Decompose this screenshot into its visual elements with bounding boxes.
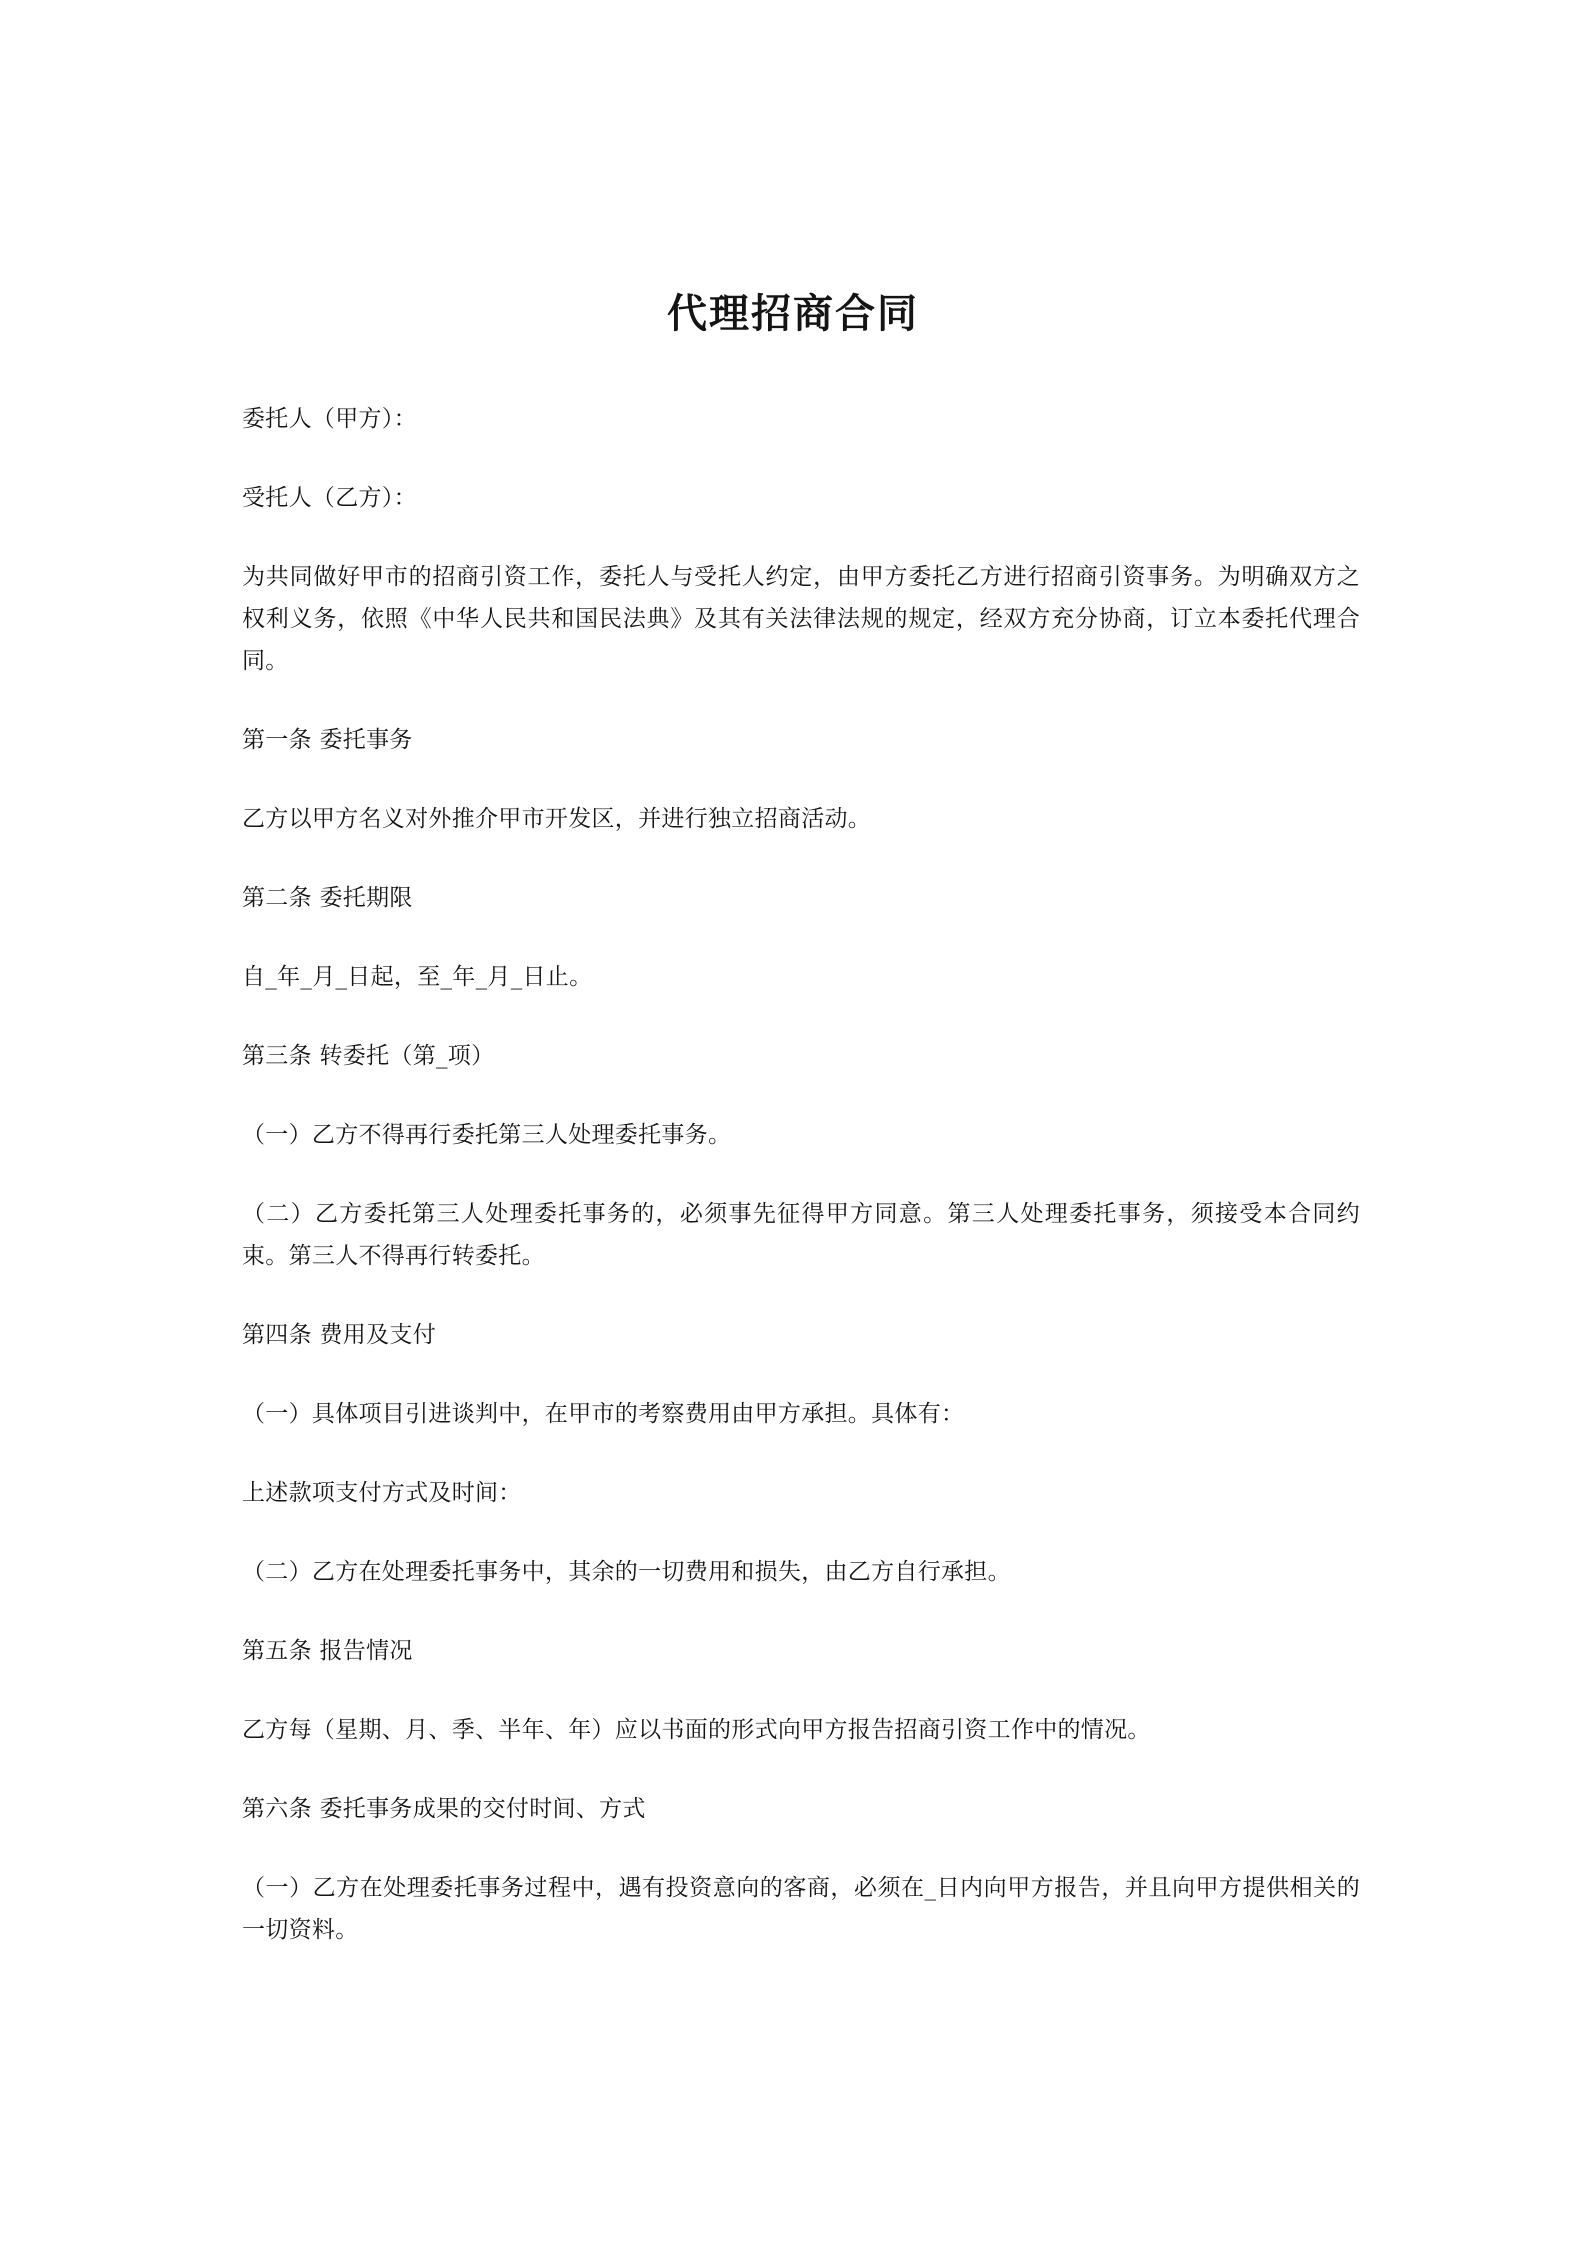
article-4-payment-line: 上述款项支付方式及时间：	[242, 1480, 522, 1506]
document-title: 代理招商合同	[667, 290, 919, 337]
article-4-item-2: （二）乙方在处理委托事务中，其余的一切费用和损失，由乙方自行承担。	[242, 1559, 1011, 1585]
article-5-heading: 第五条 报告情况	[242, 1638, 413, 1664]
article-5-body: 乙方每（星期、月、季、半年、年）应以书面的形式向甲方报告招商引资工作中的情况。	[242, 1717, 1151, 1743]
article-6-item-1: （一）乙方在处理委托事务过程中，遇有投资意向的客商，必须在_日内向甲方报告，并且向甲方提供相关的一切资料。	[242, 1875, 1360, 1943]
article-2-body: 自_年_月_日起，至_年_月_日止。	[242, 964, 593, 990]
document-body	[242, 398, 1360, 1988]
article-4-item-1: （一）具体项目引进谈判中，在甲市的考察费用由甲方承担。具体有：	[242, 1401, 965, 1427]
article-3-item-1: （一）乙方不得再行委托第三人处理委托事务。	[242, 1122, 732, 1148]
article-4-heading: 第四条 费用及支付	[242, 1322, 437, 1348]
article-3-item-2: （二）乙方委托第三人处理委托事务的，必须事先征得甲方同意。第三人处理委托事务，须接受本合同约束。第三人不得再行转委托。	[242, 1201, 1360, 1269]
party-b-line: 受托人（乙方）：	[242, 485, 417, 511]
article-6-heading: 第六条 委托事务成果的交付时间、方式	[242, 1796, 646, 1822]
article-3-heading: 第三条 转委托（第_项）	[242, 1043, 495, 1069]
preamble-paragraph: 为共同做好甲市的招商引资工作，委托人与受托人约定，由甲方委托乙方进行招商引资事务。为明确双方之权利义务，依照《中华人民共和国民法典》及其有关法律法规的规定，经双方充分协商，订立本委托代理合同。	[242, 564, 1360, 674]
party-a-line: 委托人（甲方）：	[242, 406, 417, 432]
article-1-heading: 第一条 委托事务	[242, 727, 413, 753]
article-2-heading: 第二条 委托期限	[242, 885, 413, 911]
article-1-body: 乙方以甲方名义对外推介甲市开发区，并进行独立招商活动。	[242, 806, 872, 832]
